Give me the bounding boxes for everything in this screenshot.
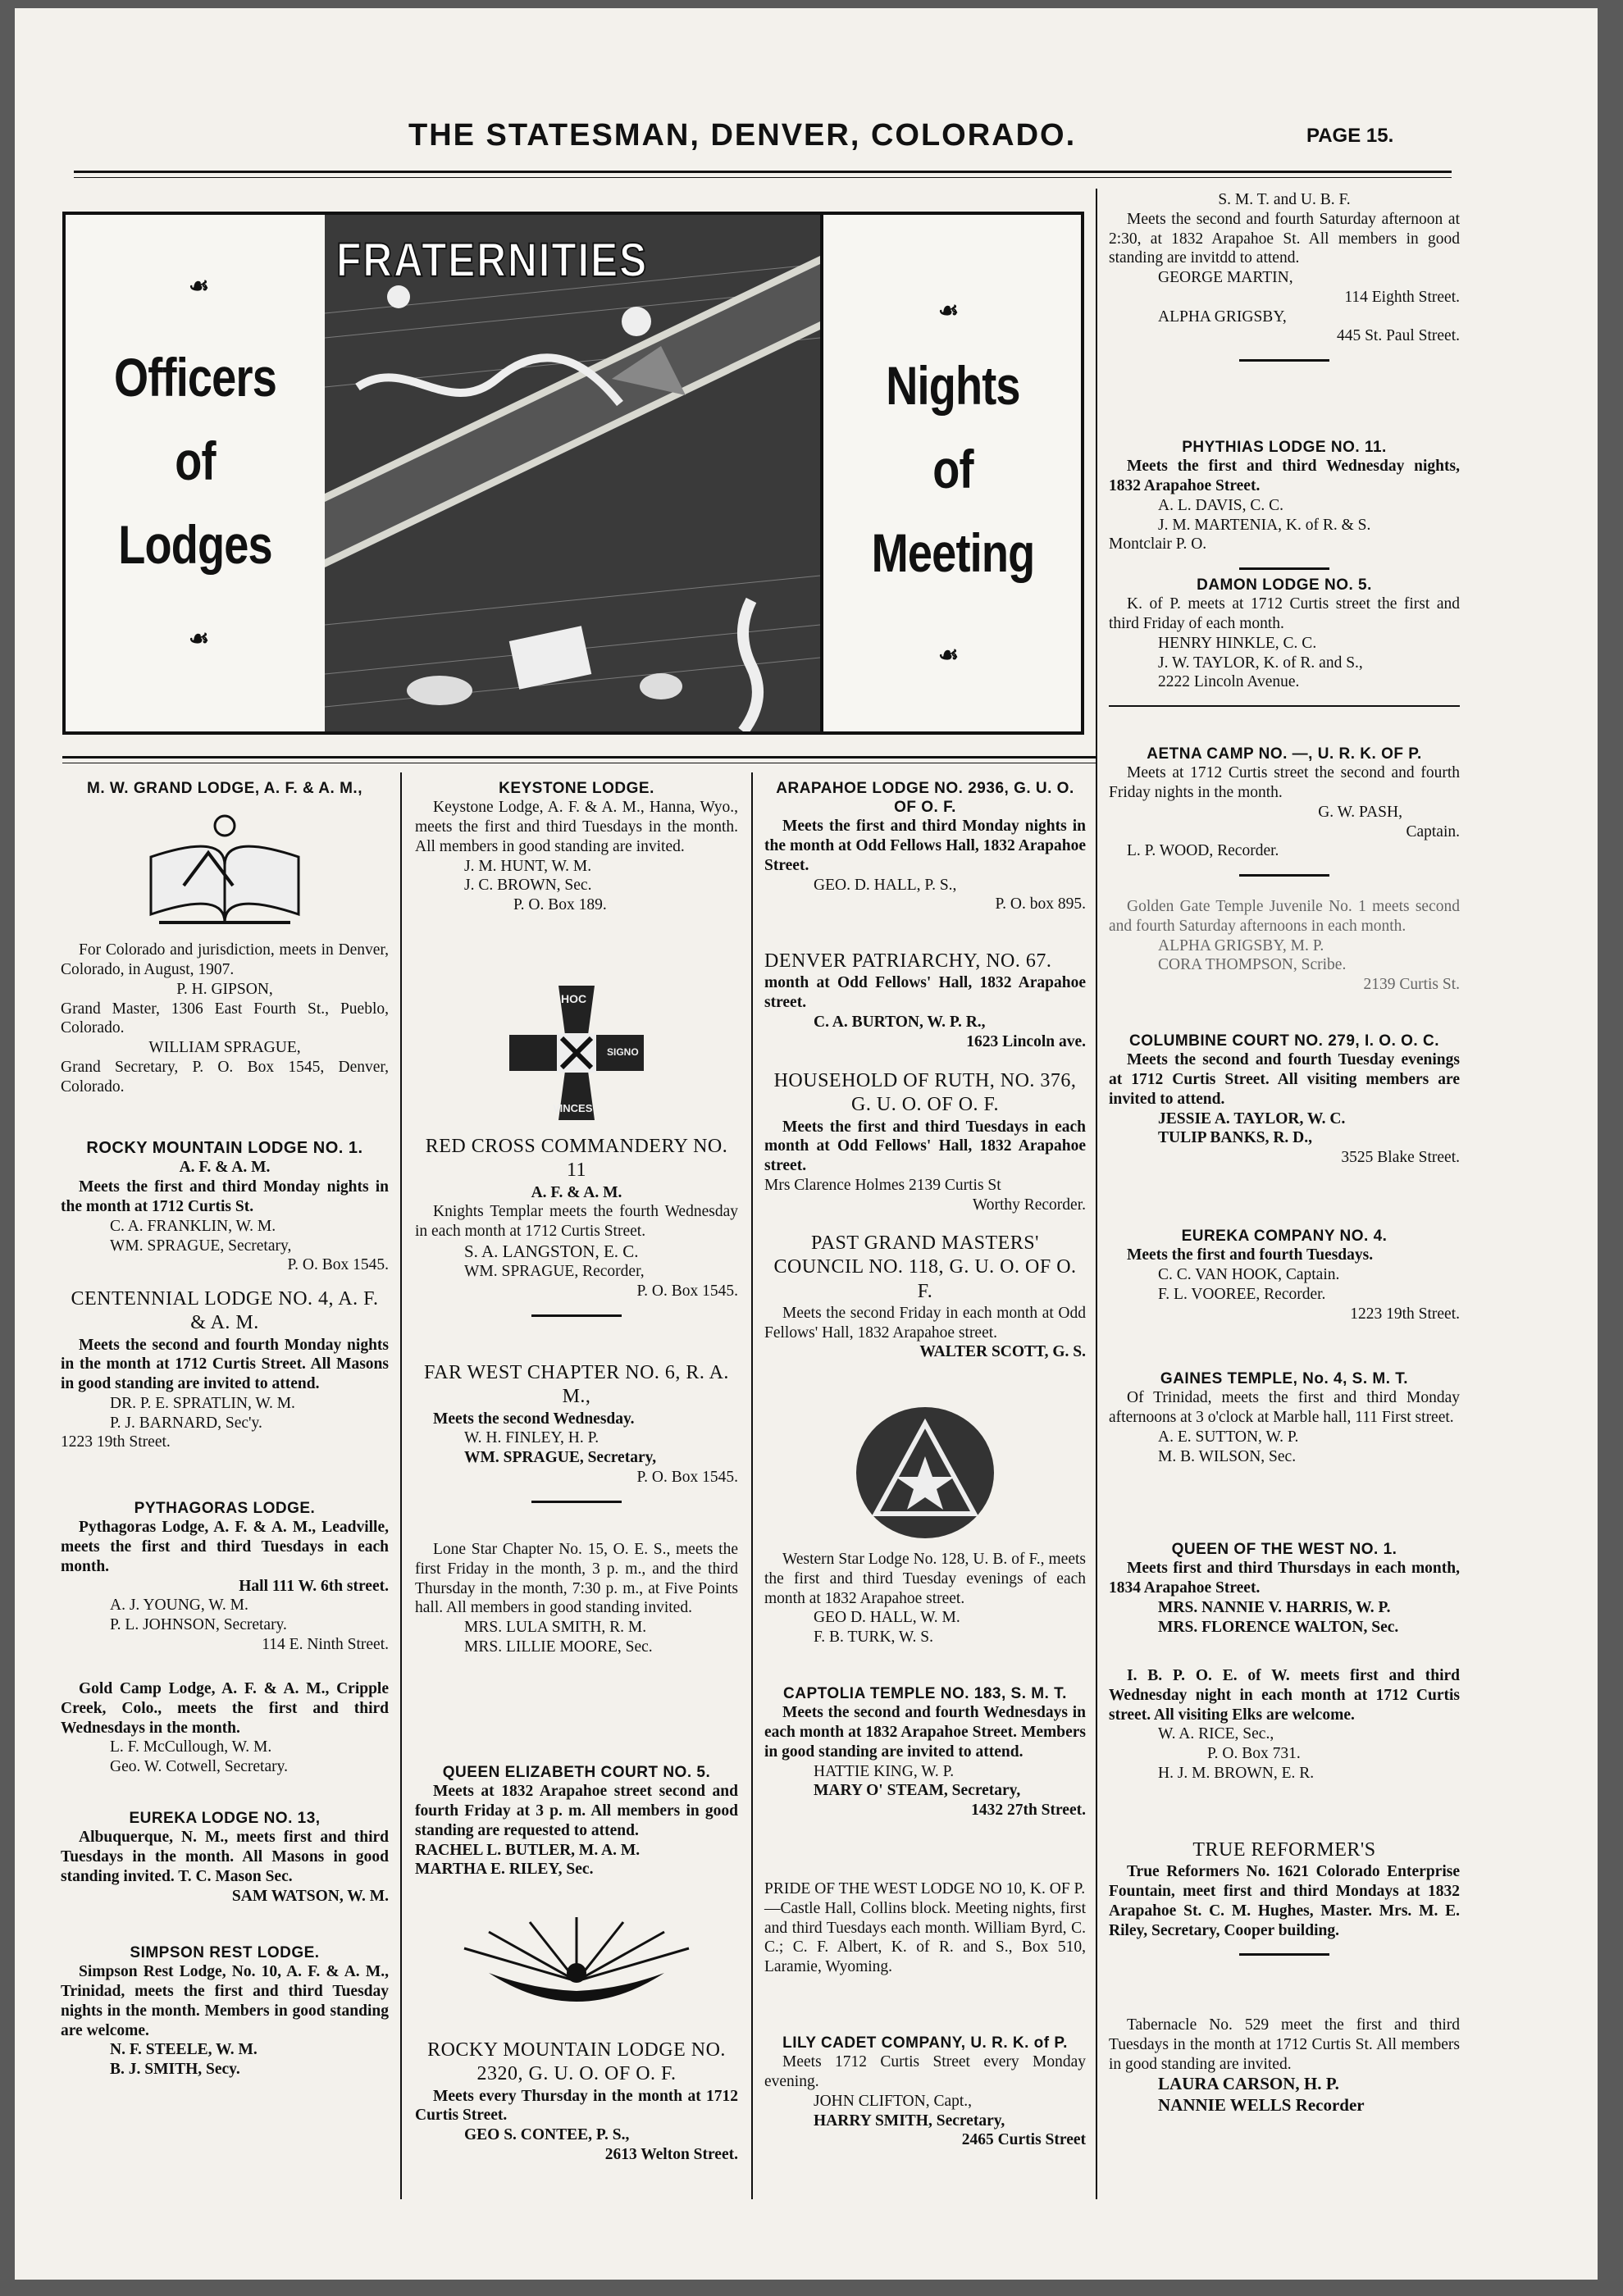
notice-body: Tabernacle No. 529 meet the first and third Tuesdays in the month at 1712 Curtis St. All members in good standing are invited. <box>1109 2016 1460 2073</box>
notice-heading: GAINES TEMPLE, No. 4, S. M. T. <box>1160 1370 1409 1387</box>
notice-body: Meets the first and third Tuesdays in each month at Odd Fellows' Hall, 1832 Arapahoe street. <box>764 1118 1086 1175</box>
officer-line: 114 E. Ninth Street. <box>262 1635 389 1653</box>
lily-cadet-company-notice <box>764 2034 1086 2150</box>
officer-line: F. B. TURK, W. S. <box>814 1629 934 1647</box>
officer-line: A. L. DAVIS, C. C. <box>1158 496 1283 514</box>
officer-line: G. W. PASH, <box>1318 803 1402 821</box>
officer-line: P. O. Box 1545. <box>287 1256 389 1274</box>
fraternities-illustration <box>325 215 820 731</box>
notice-body: Western Star Lodge No. 128, U. B. of F., meets the first and third Tuesday evenings of each month at 1832 Arapahoe street. <box>764 1551 1086 1607</box>
notice-body: Meets the first and third Wednesday nights, 1832 Arapahoe Street. <box>1109 458 1460 494</box>
officer-line: J. C. BROWN, Sec. <box>464 877 592 895</box>
eureka-lodge-notice <box>61 1809 389 1906</box>
fleuron-icon: ☙ <box>938 298 960 323</box>
banner-center-title: FRATERNITIES <box>336 234 648 287</box>
notice-body: Lone Star Chapter No. 15, O. E. S., meets the first Friday in the month, 3 p. m., and the third Thursday in the month, 7:30 p. m., at Five Points hall. All members in good standing invited. <box>415 1541 738 1617</box>
fleuron-icon: ☙ <box>189 273 210 298</box>
notice-heading: S. M. T. and U. B. F. <box>1218 191 1351 208</box>
eureka-company-notice <box>1109 1227 1460 1323</box>
notice-body: True Reformers No. 1621 Colorado Enterprise Fountain, meet first and third Mondays at 1832 Arapahoe St. C. M. Hughes, Master. Mrs. M. E. Riley, Secretary, Cooper building. <box>1109 1863 1460 1939</box>
golden-gate-temple-notice <box>1109 897 1460 995</box>
officer-line: HATTIE KING, W. P. <box>814 1762 955 1780</box>
banner-left-word: Officers <box>114 347 276 408</box>
past-grand-masters-notice <box>764 1232 1086 1362</box>
officer-line: 3525 Blake Street. <box>1341 1149 1460 1167</box>
officer-line: ALPHA GRIGSBY, M. P. <box>1158 936 1324 954</box>
gold-camp-lodge-notice <box>61 1679 389 1777</box>
fleuron-icon: ☙ <box>938 642 960 667</box>
triangle-star-emblem <box>764 1399 1086 1547</box>
officer-line: W. A. RICE, Sec., <box>1158 1725 1274 1743</box>
officer-line: P. O. box 895. <box>995 895 1086 913</box>
officer-line: B. J. SMITH, Secy. <box>110 2061 240 2079</box>
notice-body: Meets the first and fourth Tuesdays. <box>1127 1246 1374 1264</box>
officer-line: L. F. McCullough, W. M. <box>110 1738 272 1756</box>
lone-star-chapter-notice <box>415 1540 738 1657</box>
notice-body: Simpson Rest Lodge, No. 10, A. F. & A. M., Trinidad, meets the first and third Tuesday nights in the month. Members in good standing are welcome. <box>61 1963 389 2039</box>
banner-right-word: Meeting <box>871 522 1035 583</box>
officer-line: Worthy Recorder. <box>972 1196 1086 1214</box>
officer-line: CORA THOMPSON, Scribe. <box>1158 956 1347 974</box>
notice-heading: EUREKA COMPANY NO. 4. <box>1181 1228 1388 1245</box>
column-rule <box>751 772 753 2199</box>
officer-line: Grand Secretary, P. O. Box 1545, Denver, Colorado. <box>61 1058 389 1096</box>
notice-body: Meets the second and fourth Tuesday evenings at 1712 Curtis Street. All visiting members are invited to attend. <box>1109 1051 1460 1108</box>
officer-line: HENRY HINKLE, C. C. <box>1158 634 1317 652</box>
officer-line: 2613 Welton Street. <box>604 2145 738 2163</box>
notice-heading: QUEEN OF THE WEST NO. 1. <box>1171 1541 1397 1558</box>
notice-body: Meets the second and fourth Wednesdays in each month at 1832 Arapahoe Street. Members in good standing are invited to attend. <box>764 1704 1086 1761</box>
officer-line: H. J. M. BROWN, E. R. <box>1158 1764 1315 1782</box>
officer-line: A. J. YOUNG, W. M. <box>110 1597 248 1615</box>
notice-body: Knights Templar meets the fourth Wednesday in each month at 1712 Curtis Street. <box>415 1203 738 1241</box>
rocky-mountain-lodge-notice <box>61 1138 389 1275</box>
rising-sun-icon <box>415 1916 738 2014</box>
triangle-star-emblem-icon <box>764 1399 1086 1547</box>
officer-line: GEO S. CONTEE, P. S., <box>464 2126 630 2144</box>
far-west-chapter-notice <box>415 1361 738 1516</box>
pride-of-the-west-notice <box>764 1879 1086 1977</box>
emblem-word-top: HOC <box>561 992 587 1005</box>
notice-body: Albuquerque, N. M., meets first and third Tuesdays in the month. All Masons in good standing invited. T. C. Mason Sec. <box>61 1829 389 1885</box>
notice-heading: PAST GRAND MASTERS' COUNCIL NO. 118, G. U. O. OF O. F. <box>773 1232 1077 1302</box>
officer-line: 1223 19th Street. <box>1350 1305 1460 1323</box>
banner-bottom-rule <box>62 756 1097 758</box>
gaines-temple-notice <box>1109 1369 1460 1466</box>
notice-body: month at Odd Fellows' Hall, 1832 Arapahoe street. <box>764 974 1086 1012</box>
notice-body: Of Trinidad, meets the first and third Monday afternoons at 3 o'clock at Marble hall, 111 First street. <box>1109 1389 1460 1426</box>
officer-line: J. W. TAYLOR, K. of R. and S., <box>1158 654 1363 672</box>
officer-line: F. L. VOOREE, Recorder. <box>1158 1285 1326 1303</box>
notice-heading: RED CROSS COMMANDERY NO. 11 <box>425 1136 728 1182</box>
officer-line: TULIP BANKS, R. D., <box>1158 1129 1312 1147</box>
notice-body: I. B. P. O. E. of W. meets first and third Wednesday night in each month at 1712 Curtis street. All visiting Elks are welcome. <box>1109 1667 1460 1724</box>
officer-line: J. M. MARTENIA, K. of R. & S. <box>1158 516 1371 534</box>
notice-body: Meets first and third Thursdays in each month, 1834 Arapahoe Street. <box>1109 1560 1460 1597</box>
notice-subheading: A. F. & A. M. <box>531 1183 622 1201</box>
officer-line: 2139 Curtis St. <box>1363 976 1460 994</box>
notice-body: Meets every Thursday in the month at 1712 Curtis Street. <box>415 2087 738 2125</box>
banner-right-word: of <box>932 439 973 499</box>
officer-line: W. H. FINLEY, H. P. <box>464 1429 600 1447</box>
notice-heading: CAPTOLIA TEMPLE NO. 183, S. M. T. <box>783 1685 1067 1702</box>
masthead-rule <box>74 171 1452 173</box>
notice-heading: PRIDE OF THE WEST LODGE NO 10, K. OF P. <box>764 1880 1086 1897</box>
notice-heading: DAMON LODGE NO. 5. <box>1197 576 1372 594</box>
officer-line: P. J. BARNARD, Sec'y. <box>110 1414 262 1432</box>
notice-body: K. of P. meets at 1712 Curtis street the first and third Friday of each month. <box>1109 595 1460 632</box>
notice-heading: ROCKY MOUNTAIN LODGE NO. 1. <box>86 1139 363 1157</box>
officer-line: P. L. JOHNSON, Secretary. <box>110 1616 287 1634</box>
notice-body: Meets the second and fourth Monday nights in the month at 1712 Curtis Street. All Masons in good standing are invited to attend. <box>61 1336 389 1393</box>
officer-line: M. B. WILSON, Sec. <box>1158 1447 1297 1465</box>
officer-line: ALPHA GRIGSBY, <box>1158 308 1287 326</box>
officer-line: WM. SPRAGUE, Secretary, <box>110 1237 292 1255</box>
officer-line: Geo. W. Cotwell, Secretary. <box>110 1758 288 1776</box>
notice-heading: DENVER PATRIARCHY, NO. 67. <box>764 950 1052 972</box>
banner-left-word: Lodges <box>118 514 272 575</box>
section-divider <box>1239 1953 1329 1956</box>
officer-line: NANNIE WELLS Recorder <box>1158 2094 1365 2115</box>
notice-heading: KEYSTONE LODGE. <box>499 780 654 797</box>
simpson-rest-lodge-notice <box>61 1943 389 2080</box>
pythagoras-lodge-notice <box>61 1499 389 1655</box>
officer-line: HARRY SMITH, Secretary, <box>814 2112 1005 2130</box>
officer-line: MRS. LULA SMITH, R. M. <box>464 1619 647 1637</box>
banner-right-word: Nights <box>886 355 1020 416</box>
banner-illustration <box>325 215 820 731</box>
notice-heading: EUREKA LODGE NO. 13, <box>129 1810 321 1827</box>
columbine-court-notice <box>1109 1032 1460 1168</box>
notice-heading: FAR WEST CHAPTER NO. 6, R. A. M., <box>424 1362 729 1408</box>
officer-line: N. F. STEELE, W. M. <box>110 2041 258 2059</box>
tabernacle-notice <box>1109 2016 1460 2116</box>
notice-heading: COLUMBINE COURT NO. 279, I. O. O. C. <box>1129 1032 1439 1050</box>
section-divider <box>1239 359 1329 362</box>
section-divider <box>1239 567 1329 570</box>
officer-line: Mrs Clarence Holmes 2139 Curtis St <box>764 1176 1001 1194</box>
masthead <box>15 113 1598 162</box>
officer-line: Grand Master, 1306 East Fourth St., Pueblo, Colorado. <box>61 1000 389 1037</box>
column-rule <box>400 772 402 2199</box>
officer-line: LAURA CARSON, H. P. <box>1158 2074 1339 2094</box>
damon-lodge-notice <box>1109 576 1460 720</box>
smt-ubf-notice <box>1109 190 1460 375</box>
notice-heading: AETNA CAMP NO. —, U. R. K. OF P. <box>1147 745 1422 763</box>
notice-body: —Castle Hall, Collins block. Meeting nights, first and third Tuesdays each month. William Byrd, C. C.; C. F. Albert, K. of R. and S., Box 510, Laramie, Wyoming. <box>764 1899 1086 1976</box>
emblem-word-bottom: VINCES <box>553 1102 593 1114</box>
elks-notice <box>1109 1666 1460 1784</box>
household-of-ruth-notice <box>764 1069 1086 1214</box>
officer-line: 2465 Curtis Street <box>961 2131 1086 2149</box>
notice-body: Gold Camp Lodge, A. F. & A. M., Cripple Creek, Colo., meets the first and third Wednesdays in the month. <box>61 1680 389 1737</box>
banner-left-panel <box>66 215 328 731</box>
aetna-camp-notice <box>1109 745 1460 890</box>
officer-line: GEO D. HALL, W. M. <box>814 1609 960 1627</box>
officer-line: P. H. GIPSON, <box>176 980 273 998</box>
queen-of-the-west-notice <box>1109 1540 1460 1637</box>
section-divider <box>531 1501 622 1503</box>
rising-sun-emblem <box>415 1916 738 2014</box>
newspaper-title: THE STATESMAN, DENVER, COLORADO. <box>408 118 1077 153</box>
notice-body: Golden Gate Temple Juvenile No. 1 meets second and fourth Saturday afternoons in each month. <box>1109 898 1460 935</box>
officer-line: JOHN CLIFTON, Capt., <box>814 2092 973 2110</box>
officer-line: MARTHA E. RILEY, Sec. <box>415 1861 594 1879</box>
notice-body: Meets the second and fourth Saturday afternoon at 2:30, at 1832 Arapahoe St. All members in good standing are invitdd to attend. <box>1109 210 1460 267</box>
notice-heading: PYTHAGORAS LODGE. <box>134 1500 316 1517</box>
officer-line: 2222 Lincoln Avenue. <box>1158 673 1300 691</box>
fleuron-icon: ☙ <box>189 626 210 651</box>
templar-cross-emblem <box>415 979 738 1127</box>
captolia-temple-notice <box>764 1684 1086 1820</box>
officer-line: MRS. LILLIE MOORE, Sec. <box>464 1638 653 1656</box>
officer-line: SAM WATSON, W. M. <box>231 1887 389 1905</box>
officer-line: DR. P. E. SPRATLIN, W. M. <box>110 1394 295 1412</box>
western-star-lodge-notice <box>764 1550 1086 1647</box>
notice-body: Meets at 1712 Curtis street the second and fourth Friday nights in the month. <box>1109 764 1460 801</box>
notice-heading: LILY CADET COMPANY, U. R. K. of P. <box>782 2034 1068 2052</box>
officer-line: P. O. Box 1545. <box>636 1468 738 1486</box>
officer-line: 114 Eighth Street. <box>1344 288 1460 306</box>
section-divider <box>531 1314 622 1317</box>
officer-line: MRS. FLORENCE WALTON, Sec. <box>1158 1618 1399 1636</box>
masthead-rule-thin <box>74 177 1452 178</box>
grand-lodge-notice <box>61 779 389 1096</box>
officer-line: GEORGE MARTIN, <box>1158 269 1293 287</box>
emblem-word-right: SIGNO <box>607 1046 639 1058</box>
officer-line: Captain. <box>1406 822 1460 840</box>
officer-line: S. A. LANGSTON, E. C. <box>464 1241 639 1261</box>
officer-line: 1432 27th Street. <box>971 1802 1086 1820</box>
notice-body: Meets at 1832 Arapahoe street second and fourth Friday at 3 p. m. All members in good standing are requested to attend. <box>415 1783 738 1839</box>
officer-line: A. E. SUTTON, W. P. <box>1158 1428 1299 1446</box>
officer-line: WM. SPRAGUE, Recorder, <box>464 1263 645 1281</box>
true-reformers-notice <box>1109 1838 1460 1969</box>
notice-heading: TRUE REFORMER'S <box>1192 1839 1376 1861</box>
centennial-lodge-notice <box>61 1287 389 1452</box>
officer-line: MARY O' STEAM, Secretary, <box>814 1782 1021 1800</box>
arapahoe-lodge-notice <box>764 779 1086 914</box>
phythias-lodge-notice <box>1109 438 1460 583</box>
notice-body: Meets the second Wednesday. <box>433 1410 635 1428</box>
officer-line: C. A. BURTON, W. P. R., <box>814 1013 986 1031</box>
officer-line: C. A. FRANKLIN, W. M. <box>110 1217 276 1235</box>
officer-line: J. M. HUNT, W. M. <box>464 857 592 875</box>
keystone-lodge-notice <box>415 779 738 915</box>
red-cross-commandery-notice <box>415 1135 738 1330</box>
column-rule <box>1096 189 1097 2199</box>
notice-heading: CENTENNIAL LODGE NO. 4, A. F. & A. M. <box>71 1288 379 1334</box>
denver-patriarchy-notice <box>764 950 1086 1051</box>
officer-line: C. C. VAN HOOK, Captain. <box>1158 1265 1340 1283</box>
fraternities-banner <box>62 212 1084 735</box>
officer-line: JESSIE A. TAYLOR, W. C. <box>1158 1109 1346 1128</box>
notice-heading: ARAPAHOE LODGE NO. 2936, G. U. O. OF O. F. <box>776 780 1074 817</box>
notice-body: Pythagoras Lodge, A. F. & A. M., Leadville, meets the first and third Tuesdays in each month. <box>61 1519 389 1575</box>
open-book-emblem-icon <box>134 808 315 931</box>
section-divider <box>1109 705 1460 707</box>
page-number: PAGE 15. <box>1306 125 1394 147</box>
queen-elizabeth-court-notice <box>415 1763 738 1879</box>
newspaper-page <box>15 8 1598 2280</box>
banner-left-word: of <box>175 430 216 491</box>
notice-heading: QUEEN ELIZABETH COURT NO. 5. <box>442 1764 711 1781</box>
officer-line: 1623 Lincoln ave. <box>966 1032 1086 1050</box>
officer-line: MRS. NANNIE V. HARRIS, W. P. <box>1158 1598 1391 1616</box>
notice-heading: M. W. GRAND LODGE, A. F. & A. M., <box>87 780 362 797</box>
notice-body: Meets the second Friday in each month at Odd Fellows' Hall, 1832 Arapahoe street. <box>764 1304 1086 1342</box>
section-divider <box>1239 874 1329 877</box>
banner-right-panel <box>820 215 1083 731</box>
officer-line: WM. SPRAGUE, Secretary, <box>464 1449 657 1467</box>
officer-line: Hall 111 W. 6th street. <box>239 1577 389 1595</box>
notice-body: Meets the first and third Monday nights in the month at Odd Fellows Hall, 1832 Arapahoe Street. <box>764 818 1086 874</box>
officer-line: 1223 19th Street. <box>61 1433 171 1451</box>
officer-line: 445 St. Paul Street. <box>1336 327 1460 345</box>
officer-line: P. O. Box 1545. <box>636 1282 738 1301</box>
officer-line: P. O. Box 731. <box>1207 1745 1301 1763</box>
officer-line: RACHEL L. BUTLER, M. A. M. <box>415 1841 641 1859</box>
notice-body: Meets the first and third Monday nights in the month at 1712 Curtis St. <box>61 1178 389 1215</box>
officer-line: Montclair P. O. <box>1109 535 1207 554</box>
notice-body: Meets 1712 Curtis Street every Monday evening. <box>764 2053 1086 2090</box>
notice-body: For Colorado and jurisdiction, meets in Denver, Colorado, in August, 1907. <box>61 941 389 978</box>
officer-line: GEO. D. HALL, P. S., <box>814 876 957 894</box>
notice-heading: ROCKY MOUNTAIN LODGE NO. 2320, G. U. O. OF O. F. <box>427 2039 726 2085</box>
officer-line: P. O. Box 189. <box>513 896 607 914</box>
notice-heading: SIMPSON REST LODGE. <box>130 1944 320 1961</box>
notice-body: Keystone Lodge, A. F. & A. M., Hanna, Wyo., meets the first and third Tuesdays in the month. All members in good standing are invited. <box>415 799 738 855</box>
notice-heading: PHYTHIAS LODGE NO. 11. <box>1182 439 1387 456</box>
officer-line: WALTER SCOTT, G. S. <box>919 1343 1086 1361</box>
officer-line: L. P. WOOD, Recorder. <box>1127 842 1279 860</box>
rocky-mountain-oof-notice <box>415 2039 738 2165</box>
notice-heading: HOUSEHOLD OF RUTH, NO. 376, G. U. O. OF O. F. <box>773 1070 1077 1116</box>
notice-subheading: A. F. & A. M. <box>179 1159 271 1177</box>
officer-line: WILLIAM SPRAGUE, <box>148 1039 301 1057</box>
